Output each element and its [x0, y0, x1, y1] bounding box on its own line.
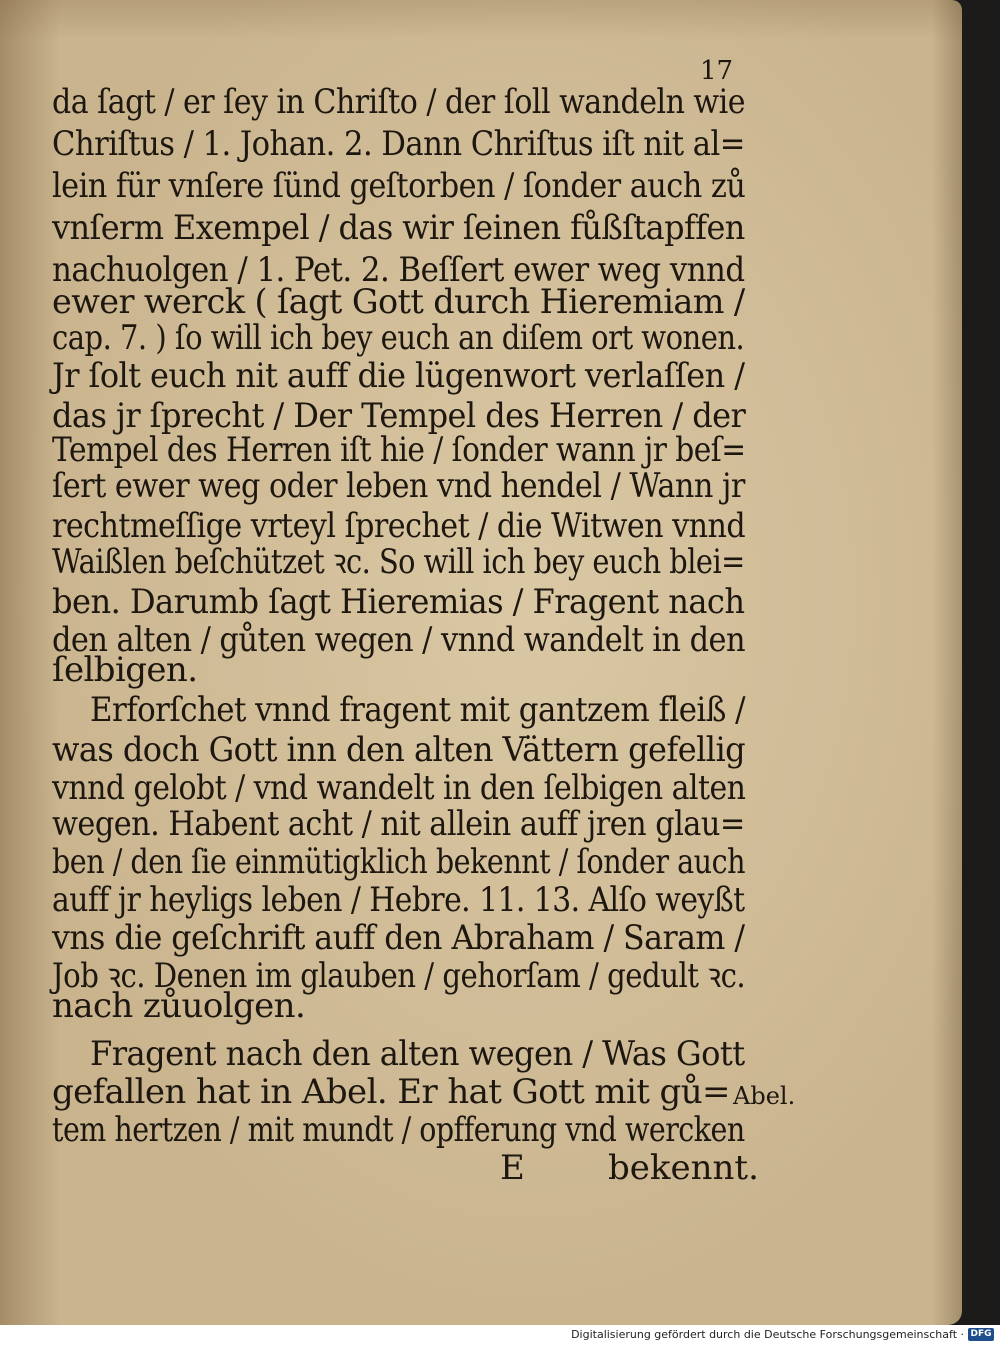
text-line: vnſerm Exempel / das wir ſeinen fůßſtapffen — [52, 208, 745, 248]
text-line: lein für vnſere ſünd geſtorben / ſonder auch zů — [52, 166, 746, 206]
text-line: nachuolgen / 1. Pet. 2. Beſſert ewer weg vnnd — [52, 250, 745, 290]
text-line: ben. Darumb ſagt Hieremias / Fragent nach — [52, 582, 745, 622]
margin-note: Abel. — [733, 1082, 796, 1110]
text-line: Erforſchet vnnd fragent mit gantzem fleiß / — [90, 690, 745, 730]
text-line: Tempel des Herren iſt hie / ſonder wann jr beſ= — [52, 430, 746, 470]
text-line: Waißlen beſchützet ꝛc. So will ich bey euch blei= — [52, 542, 745, 582]
text-line: ewer werck ( ſagt Gott durch Hieremiam / — [52, 282, 745, 322]
text-line: Chriſtus / 1. Johan. 2. Dann Chriſtus iſt nit al= — [52, 124, 745, 164]
text-line: Jr ſolt euch nit auff die lügenwort verlaſſen / — [52, 356, 745, 396]
dfg-logo: DFG — [968, 1328, 994, 1341]
text-line: Fragent nach den alten wegen / Was Gott — [90, 1034, 745, 1074]
text-line: da ſagt / er ſey in Chriſto / der ſoll wandeln wie — [52, 82, 745, 122]
text-line: vnnd gelobt / vnd wandelt in den ſelbigen alten — [52, 768, 746, 808]
text-line: gefallen hat in Abel. Er hat Gott mit gů= — [52, 1072, 730, 1112]
page-number: 17 — [700, 56, 734, 86]
text-line: das jr ſprecht / Der Tempel des Herren / der — [52, 396, 746, 436]
text-line: wegen. Habent acht / nit allein auff jren glau= — [52, 804, 745, 844]
text-line: ſert ewer weg oder leben vnd hendel / Wann jr — [52, 466, 745, 506]
signature-mark: E — [500, 1148, 525, 1188]
text-line: Job ꝛc. Denen im glauben / gehorſam / gedult ꝛc. — [52, 956, 746, 996]
text-line: auff jr heyligs leben / Hebre. 11. 13. Alſo weyßt — [52, 880, 745, 920]
footer-bar — [0, 1325, 1000, 1345]
catchword: bekennt. — [608, 1148, 759, 1188]
text-line: vns die geſchrift auff den Abraham / Saram / — [52, 918, 745, 958]
text-line: cap. 7. ) ſo will ich bey euch an diſem ort wonen. — [52, 318, 745, 358]
text-line: rechtmeſſige vrteyl ſprechet / die Witwen vnnd — [52, 506, 746, 546]
text-line: tem hertzen / mit mundt / opfferung vnd wercken — [52, 1110, 745, 1150]
funding-credit: Digitalisierung gefördert durch die Deutsche Forschungsgemeinschaft · — [571, 1328, 964, 1341]
text-line: was doch Gott inn den alten Vättern gefellig — [52, 730, 746, 770]
text-line: nach zůuolgen. — [52, 986, 306, 1026]
text-line: ſelbigen. — [52, 650, 198, 690]
text-line: den alten / gůten wegen / vnnd wandelt in den — [52, 620, 745, 660]
text-line: ben / den ſie einmütigklich bekennt / ſonder auch — [52, 842, 745, 882]
